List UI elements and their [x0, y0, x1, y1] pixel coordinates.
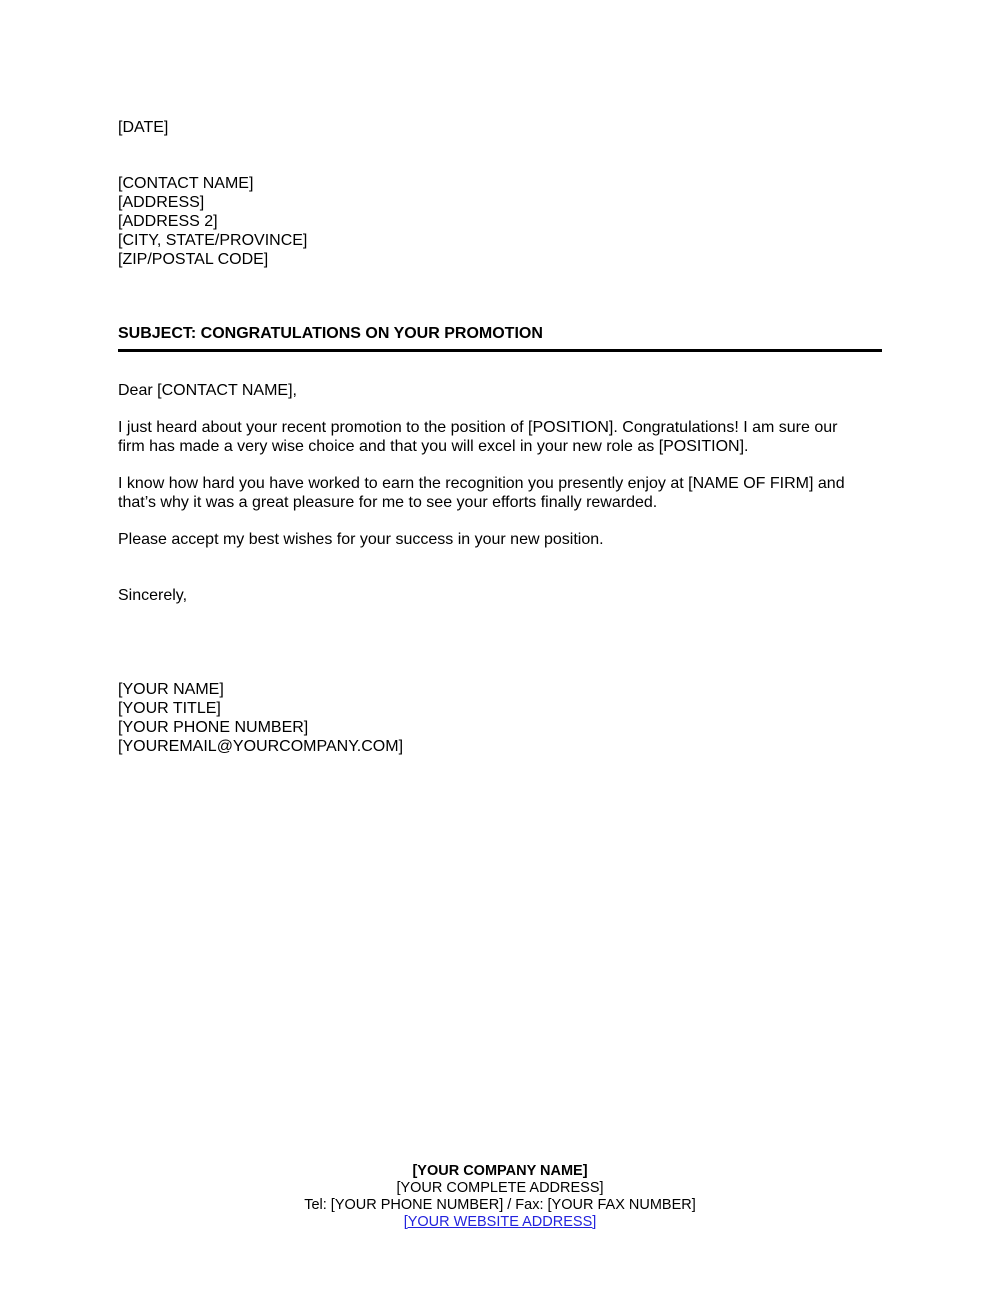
- footer-address: [YOUR COMPLETE ADDRESS]: [396, 1180, 604, 1196]
- paragraph-3-line-1: Please accept my best wishes for your success in your new position.: [118, 531, 604, 548]
- signature-phone: [YOUR PHONE NUMBER]: [118, 719, 309, 736]
- footer-contact: Tel: [YOUR PHONE NUMBER] / Fax: [YOUR FAX NUMBER]: [304, 1197, 696, 1213]
- salutation: Dear [CONTACT NAME],: [118, 382, 297, 399]
- signature-email: [YOUREMAIL@YOURCOMPANY.COM]: [118, 738, 404, 755]
- subject-divider: [118, 349, 882, 352]
- paragraph-1-line-2: firm has made a very wise choice and that you will excel in your new role as [POSITION].: [118, 438, 749, 455]
- footer-company-name: [YOUR COMPANY NAME]: [412, 1163, 588, 1179]
- letter-footer: [0, 1163, 1000, 1231]
- signature-name: [YOUR NAME]: [118, 681, 224, 698]
- paragraph-2-line-1: I know how hard you have worked to earn the recognition you presently enjoy at [NAME OF FIRM] and: [118, 475, 845, 492]
- paragraph-1-line-1: I just heard about your recent promotion to the position of [POSITION]. Congratulations! I am sure our: [118, 419, 838, 436]
- recipient-name: [CONTACT NAME]: [118, 175, 254, 192]
- recipient-address: [ADDRESS]: [118, 194, 205, 211]
- recipient-city-state: [CITY, STATE/PROVINCE]: [118, 232, 308, 249]
- closing: Sincerely,: [118, 587, 188, 604]
- signature-title: [YOUR TITLE]: [118, 700, 221, 717]
- subject-line: SUBJECT: CONGRATULATIONS ON YOUR PROMOTION: [118, 325, 543, 342]
- paragraph-2-line-2: that’s why it was a great pleasure for me to see your efforts finally rewarded.: [118, 494, 658, 511]
- date: [DATE]: [118, 119, 169, 136]
- footer-website-link[interactable]: [YOUR WEBSITE ADDRESS]: [403, 1214, 597, 1230]
- recipient-zip: [ZIP/POSTAL CODE]: [118, 251, 269, 268]
- recipient-address-2: [ADDRESS 2]: [118, 213, 218, 230]
